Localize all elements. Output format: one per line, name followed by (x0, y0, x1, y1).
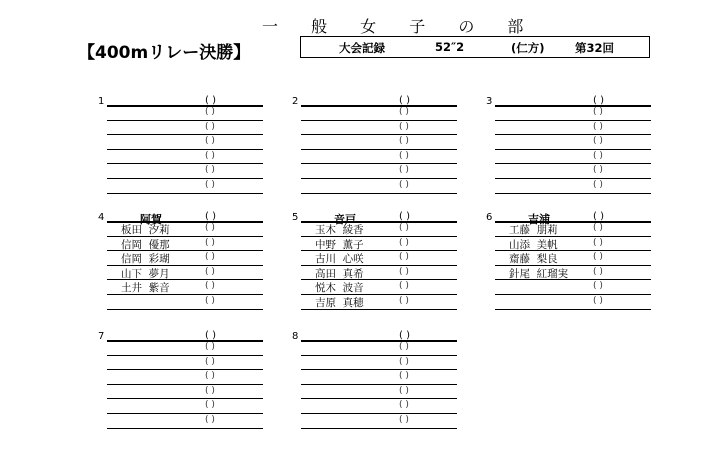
row-underline (107, 149, 263, 150)
row-underline (301, 369, 457, 370)
meet-record-box (300, 36, 650, 58)
athlete-time-slot: ( ) (205, 281, 215, 292)
row-underline (495, 193, 651, 194)
athlete-time-slot: ( ) (205, 136, 215, 147)
athlete-time-slot: ( ) (399, 281, 409, 292)
row-underline (107, 163, 263, 164)
athlete-time-slot: ( ) (399, 165, 409, 176)
row-underline (301, 398, 457, 399)
athlete-time-slot: ( ) (205, 385, 215, 396)
row-underline (301, 428, 457, 429)
athlete-name: 吉原 真穂 (315, 297, 364, 309)
row-underline (301, 149, 457, 150)
lane-number: 2 (292, 96, 299, 107)
athlete-time-slot: ( ) (205, 296, 215, 306)
team-name: 吉浦 (528, 213, 550, 226)
athlete-name: 悦木 波音 (315, 282, 364, 295)
lane-number: 5 (292, 212, 299, 223)
row-underline (301, 384, 457, 385)
event-title: 【400mリレー決勝】 (78, 43, 251, 63)
row-underline (107, 413, 263, 414)
athlete-time-slot: ( ) (593, 223, 603, 233)
team-time-slot: ( ) (205, 95, 216, 106)
row-underline (107, 369, 263, 370)
athlete-time-slot: ( ) (205, 400, 215, 411)
athlete-name: 山下 夢月 (121, 267, 170, 280)
team-underline (301, 340, 457, 342)
team-name: 阿賀 (140, 213, 162, 226)
athlete-time-slot: ( ) (399, 121, 409, 132)
athlete-name: 針尾 紅瑠実 (509, 267, 569, 280)
row-underline (107, 193, 263, 194)
athlete-time-slot: ( ) (205, 180, 215, 190)
athlete-name: 信岡 彩瑚 (121, 253, 170, 266)
athlete-time-slot: ( ) (205, 415, 215, 425)
athlete-time-slot: ( ) (593, 180, 603, 190)
athlete-time-slot: ( ) (399, 266, 409, 277)
athlete-time-slot: ( ) (399, 371, 409, 382)
row-underline (301, 134, 457, 135)
athlete-time-slot: ( ) (205, 223, 215, 233)
athlete-time-slot: ( ) (399, 342, 409, 352)
row-underline (107, 294, 263, 295)
athlete-time-slot: ( ) (593, 136, 603, 147)
athlete-name: 古川 心咲 (315, 253, 364, 266)
athlete-name: 中野 薫子 (315, 238, 364, 251)
row-underline (495, 149, 651, 150)
row-underline (301, 163, 457, 164)
row-underline (495, 120, 651, 121)
athlete-time-slot: ( ) (399, 150, 409, 161)
team-time-slot: ( ) (205, 211, 216, 222)
athlete-time-slot: ( ) (205, 237, 215, 248)
athlete-time-slot: ( ) (205, 252, 215, 263)
row-underline (495, 309, 651, 310)
row-underline (495, 134, 651, 135)
record-holder: (仁方) (511, 41, 545, 55)
row-underline (107, 178, 263, 179)
row-underline (301, 120, 457, 121)
athlete-time-slot: ( ) (399, 400, 409, 411)
team-underline (301, 105, 457, 107)
row-underline (107, 384, 263, 385)
row-underline (107, 134, 263, 135)
row-underline (107, 428, 263, 429)
row-underline (301, 413, 457, 414)
athlete-time-slot: ( ) (399, 180, 409, 190)
athlete-name: 山添 美帆 (509, 238, 558, 251)
athlete-time-slot: ( ) (399, 107, 409, 117)
athlete-time-slot: ( ) (399, 415, 409, 425)
team-time-slot: ( ) (593, 211, 604, 222)
team-name: 音戸 (334, 213, 356, 226)
athlete-time-slot: ( ) (205, 121, 215, 132)
athlete-time-slot: ( ) (205, 165, 215, 176)
athlete-time-slot: ( ) (205, 371, 215, 382)
athlete-time-slot: ( ) (593, 237, 603, 248)
athlete-time-slot: ( ) (399, 237, 409, 248)
team-time-slot: ( ) (593, 95, 604, 106)
athlete-time-slot: ( ) (205, 342, 215, 352)
athlete-time-slot: ( ) (205, 107, 215, 117)
athlete-name: 齋藤 梨良 (509, 253, 558, 266)
row-underline (107, 309, 263, 310)
page-title: 一 般 女 子 の 部 (262, 17, 538, 36)
athlete-time-slot: ( ) (205, 150, 215, 161)
athlete-time-slot: ( ) (593, 281, 603, 292)
athlete-time-slot: ( ) (593, 252, 603, 263)
athlete-time-slot: ( ) (593, 266, 603, 277)
row-underline (495, 294, 651, 295)
athlete-name: 板田 汐莉 (121, 224, 170, 236)
athlete-name: 土井 紫音 (121, 282, 170, 295)
lane-number: 6 (486, 212, 493, 223)
lane-number: 3 (486, 96, 493, 107)
athlete-name: 高田 真希 (315, 267, 364, 280)
row-underline (107, 398, 263, 399)
lane-number: 8 (292, 331, 299, 342)
athlete-time-slot: ( ) (593, 107, 603, 117)
record-meet: 第32回 (575, 41, 615, 55)
row-underline (107, 355, 263, 356)
athlete-time-slot: ( ) (399, 223, 409, 233)
team-time-slot: ( ) (205, 330, 216, 341)
team-underline (495, 105, 651, 107)
athlete-time-slot: ( ) (593, 165, 603, 176)
athlete-time-slot: ( ) (205, 266, 215, 277)
athlete-time-slot: ( ) (399, 296, 409, 306)
athlete-time-slot: ( ) (593, 296, 603, 306)
athlete-time-slot: ( ) (399, 356, 409, 367)
athlete-time-slot: ( ) (399, 136, 409, 147)
lane-number: 1 (98, 96, 105, 107)
row-underline (301, 193, 457, 194)
row-underline (495, 279, 651, 280)
team-time-slot: ( ) (399, 211, 410, 222)
row-underline (495, 163, 651, 164)
row-underline (107, 120, 263, 121)
record-label: 大会記録 (339, 41, 385, 55)
athlete-time-slot: ( ) (399, 252, 409, 263)
athlete-time-slot: ( ) (205, 356, 215, 367)
lane-number: 4 (98, 212, 105, 223)
team-underline (107, 340, 263, 342)
athlete-name: 玉木 綾香 (315, 224, 364, 236)
athlete-time-slot: ( ) (593, 121, 603, 132)
record-time: 52″2 (435, 40, 465, 54)
athlete-time-slot: ( ) (399, 385, 409, 396)
team-time-slot: ( ) (399, 330, 410, 341)
athlete-time-slot: ( ) (593, 150, 603, 161)
team-underline (107, 105, 263, 107)
row-underline (495, 178, 651, 179)
row-underline (301, 178, 457, 179)
athlete-name: 工藤 朋莉 (509, 224, 558, 236)
team-time-slot: ( ) (399, 95, 410, 106)
row-underline (301, 355, 457, 356)
row-underline (301, 309, 457, 310)
athlete-name: 信岡 優那 (121, 238, 170, 251)
lane-number: 7 (98, 331, 105, 342)
